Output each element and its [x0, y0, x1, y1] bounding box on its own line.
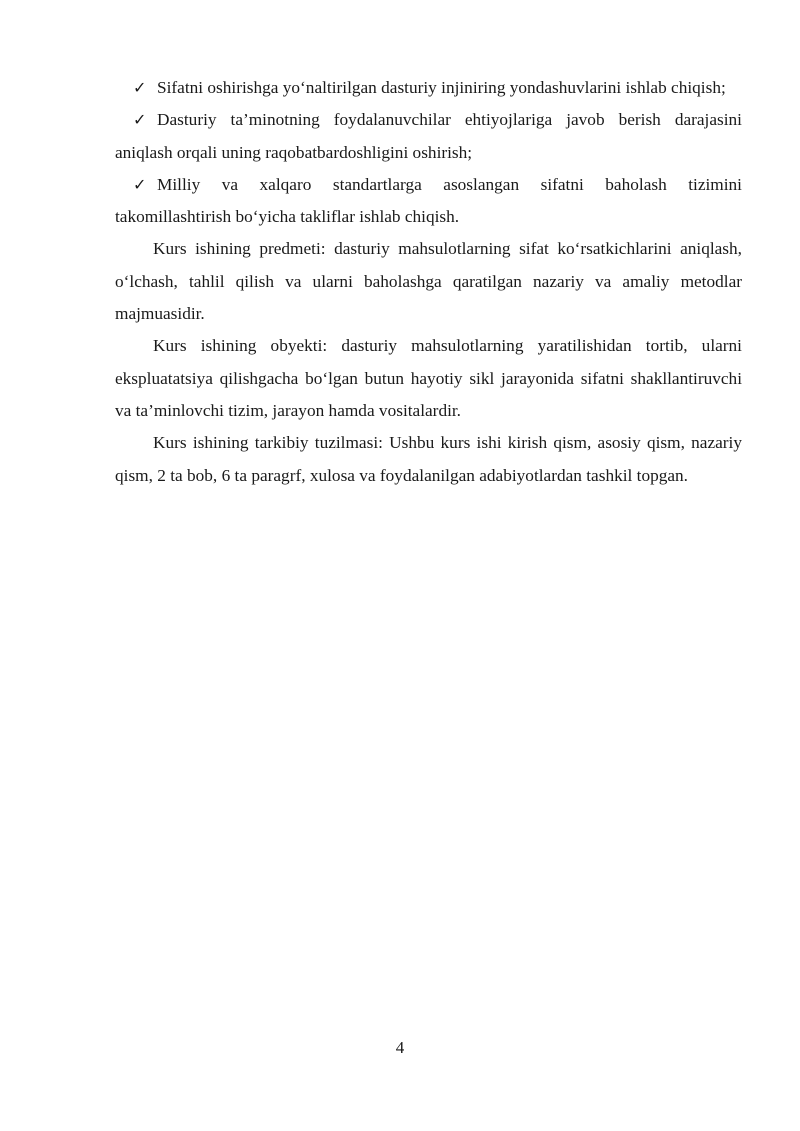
checkmark-icon: ✓	[133, 78, 147, 97]
bullet-item	[115, 72, 742, 104]
bullet-text: Dasturiy ta’minotning foydalanuvchilar ehtiyojlariga javob berish darajasini aniqlash orqali uning raqobatbardoshligini oshirish;	[115, 110, 742, 162]
bullet-text: Milliy va xalqaro standartlarga asoslangan sifatni baholash tizimini takomillashtirish bo‘yicha takliflar ishlab chiqish.	[115, 174, 742, 227]
checkmark-icon: ✓	[133, 110, 147, 130]
paragraph-subject: Kurs ishining predmeti: dasturiy mahsulotlarning sifat ko‘rsatkichlarini aniqlash, o‘lchash, tahlil qilish va ularni baholashga qaratilgan nazariy va amaliy metodlar majmuasidir.	[115, 239, 742, 324]
checkmark-icon: ✓	[133, 174, 147, 194]
bullet-item	[115, 104, 742, 169]
paragraph-object: Kurs ishining obyekti: dasturiy mahsulotlarning yaratilishidan tortib, ularni ekspluatatsiya qilishgacha bo‘lgan butun hayotiy sikl jarayonida sifatni shakllantiruvchi va ta’minlovchi tizim, jarayon hamda vositalardir.	[115, 336, 742, 420]
bullet-text: Sifatni oshirishga yo‘naltirilgan dasturiy injiniring yondashuvlarini ishlab chiqish;	[157, 78, 726, 97]
document-page	[115, 72, 742, 492]
bullet-item	[115, 169, 742, 234]
page-number: 4	[395, 1038, 405, 1057]
paragraph-structure: Kurs ishining tarkibiy tuzilmasi: Ushbu kurs ishi kirish qism, asosiy qism, nazariy qism, 2 ta bob, 6 ta paragrf, xulosa va foydalanilgan adabiyotlardan tashkil topgan.	[115, 433, 742, 485]
